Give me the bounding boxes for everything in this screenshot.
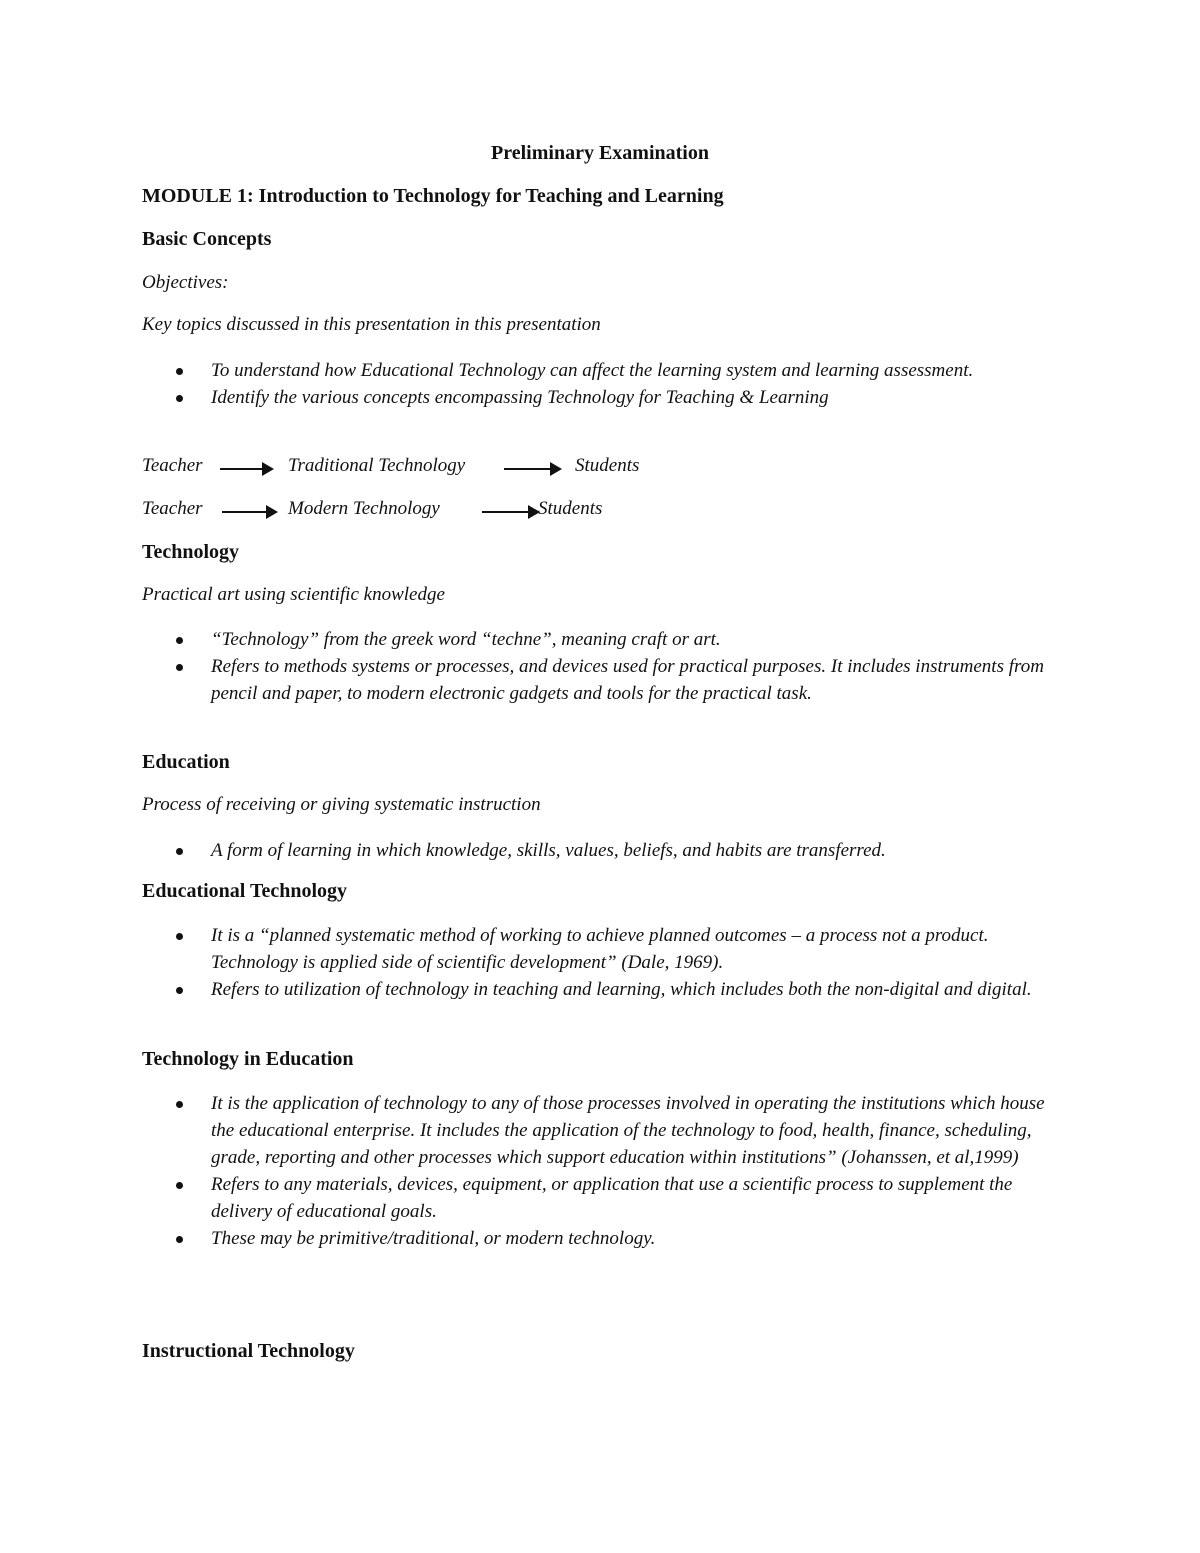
list-item: Refers to utilization of technology in teaching and learning, which includes both the non-digital and digital. [0, 976, 1200, 1003]
bullet-icon [176, 664, 183, 671]
arrow-right-icon [504, 468, 560, 470]
flow-technology: Modern Technology [288, 498, 440, 519]
bullet-icon [176, 987, 183, 994]
instructional-technology-heading: Instructional Technology [142, 1340, 355, 1362]
basic-concepts-heading: Basic Concepts [142, 228, 272, 250]
technology-in-education-heading: Technology in Education [142, 1048, 354, 1070]
list-item: Refers to methods systems or processes, and devices used for practical purposes. It includes instruments from pencil and paper, to modern electronic gadgets and tools for the practical task. [0, 653, 1200, 707]
list-item: To understand how Educational Technology can affect the learning system and learning assessment. [0, 357, 1200, 384]
technology-definition: Practical art using scientific knowledge [142, 584, 445, 605]
flow-teacher: Teacher [142, 498, 203, 519]
bullet-icon [176, 1236, 183, 1243]
list-item: These may be primitive/traditional, or modern technology. [0, 1225, 1200, 1252]
list-item: Identify the various concepts encompassing Technology for Teaching & Learning [0, 384, 1200, 411]
key-topics-text: Key topics discussed in this presentation in this presentation [142, 314, 601, 335]
flow-traditional [142, 455, 742, 483]
flow-students: Students [575, 455, 640, 476]
technology-in-education-list [0, 1090, 1200, 1252]
bullet-icon [176, 368, 183, 375]
flow-students: Students [538, 498, 603, 519]
arrow-right-icon [220, 468, 272, 470]
bullet-icon [176, 395, 183, 402]
objectives-label: Objectives: [142, 272, 229, 293]
bullet-icon [176, 1101, 183, 1108]
arrow-right-icon [482, 511, 538, 513]
flow-teacher: Teacher [142, 455, 203, 476]
bullet-icon [176, 637, 183, 644]
educational-technology-heading: Educational Technology [142, 880, 348, 902]
arrow-right-icon [222, 511, 276, 513]
educational-technology-list [0, 922, 1200, 1003]
education-heading: Education [142, 751, 230, 773]
bullet-icon [176, 848, 183, 855]
module-heading: MODULE 1: Introduction to Technology for Teaching and Learning [142, 185, 724, 207]
bullet-icon [176, 1182, 183, 1189]
list-item: Refers to any materials, devices, equipment, or application that use a scientific process to supplement the delivery of educational goals. [0, 1171, 1200, 1225]
flow-modern [142, 498, 742, 526]
page-title: Preliminary Examination [491, 142, 709, 164]
technology-list [0, 626, 1200, 707]
technology-heading: Technology [142, 541, 240, 563]
education-definition: Process of receiving or giving systematic instruction [142, 794, 541, 815]
list-item: It is a “planned systematic method of working to achieve planned outcomes – a process not a product. Technology is applied side of scientific development” (Dale, 1969). [0, 922, 1200, 976]
objectives-list [0, 357, 1200, 411]
bullet-icon [176, 933, 183, 940]
list-item: A form of learning in which knowledge, skills, values, beliefs, and habits are transferred. [0, 837, 1200, 864]
flow-technology: Traditional Technology [288, 455, 466, 476]
education-list [0, 837, 1200, 864]
list-item: It is the application of technology to any of those processes involved in operating the institutions which house the educational enterprise. It includes the application of the technology to food, health, finance, scheduling, grade, reporting and other processes which support education within institutions” (Johanssen, et al,1999) [0, 1090, 1200, 1171]
list-item: “Technology” from the greek word “techne”, meaning craft or art. [0, 626, 1200, 653]
